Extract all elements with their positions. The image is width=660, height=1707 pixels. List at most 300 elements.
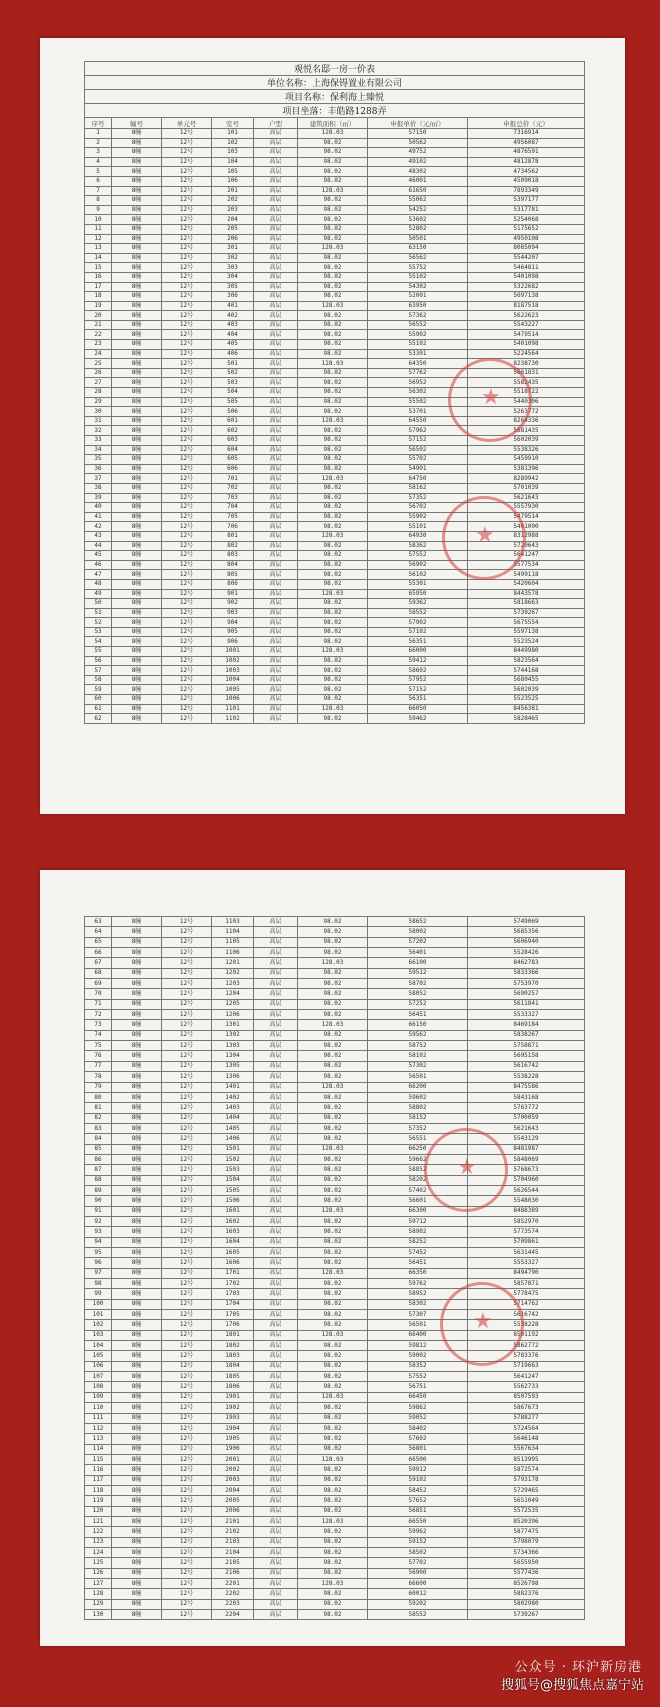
- cell-area: 98.02: [298, 426, 368, 436]
- cell-total-price: 5224564: [468, 349, 585, 359]
- cell-index: 117: [85, 1475, 112, 1485]
- cell-index: 33: [85, 436, 112, 446]
- cell-unit-price: 59202: [368, 1599, 468, 1609]
- cell-total-price: 5685356: [468, 927, 585, 937]
- cell-index: 32: [85, 426, 112, 436]
- cell-unit-price: 61650: [368, 186, 468, 196]
- cell-room: 1206: [212, 1010, 254, 1020]
- cell-total-price: 5828465: [468, 714, 585, 724]
- table-row: [85, 1485, 585, 1495]
- cell-total-price: 5606940: [468, 937, 585, 947]
- cell-total-price: 5401098: [468, 340, 585, 350]
- cell-unit: 12号: [162, 388, 212, 398]
- cell-type: 高层: [254, 1030, 298, 1040]
- cell-total-price: 5572535: [468, 1506, 585, 1516]
- cell-unit-price: 65950: [368, 589, 468, 599]
- cell-index: 37: [85, 474, 112, 484]
- cell-unit-price: 57307: [368, 1310, 468, 1320]
- cell-type: 高层: [254, 368, 298, 378]
- cell-room: 2002: [212, 1465, 254, 1475]
- cell-unit: 12号: [162, 1268, 212, 1278]
- cell-building: 8幢: [112, 1010, 162, 1020]
- table-row: [85, 493, 585, 503]
- cell-total-price: 5867673: [468, 1403, 585, 1413]
- cell-index: 84: [85, 1134, 112, 1144]
- cell-unit: 12号: [162, 493, 212, 503]
- cell-room: 2104: [212, 1547, 254, 1557]
- table-row: [85, 695, 585, 705]
- cell-unit-price: 55702: [368, 455, 468, 465]
- cell-type: 高层: [254, 666, 298, 676]
- table-row: [85, 685, 585, 695]
- cell-total-price: 5655950: [468, 1558, 585, 1568]
- cell-building: 8幢: [112, 1444, 162, 1454]
- cell-area: 98.02: [298, 989, 368, 999]
- cell-index: 95: [85, 1248, 112, 1258]
- cell-type: 高层: [254, 1279, 298, 1289]
- cell-type: 高层: [254, 464, 298, 474]
- cell-type: 高层: [254, 397, 298, 407]
- cell-unit: 12号: [162, 1082, 212, 1092]
- cell-room: 805: [212, 570, 254, 580]
- cell-index: 11: [85, 224, 112, 234]
- cell-unit-price: 56502: [368, 445, 468, 455]
- cell-room: 406: [212, 349, 254, 359]
- col-header-building: 幢号: [112, 118, 162, 129]
- cell-unit-price: 66050: [368, 704, 468, 714]
- cell-area: 98.02: [298, 1227, 368, 1237]
- cell-unit: 12号: [162, 999, 212, 1009]
- cell-building: 8幢: [112, 292, 162, 302]
- cell-index: 50: [85, 599, 112, 609]
- cell-unit: 12号: [162, 1547, 212, 1557]
- price-sheet-page-1: [40, 38, 625, 814]
- cell-room: 1702: [212, 1279, 254, 1289]
- cell-type: 高层: [254, 560, 298, 570]
- cell-type: 高层: [254, 627, 298, 637]
- cell-type: 高层: [254, 1072, 298, 1082]
- cell-unit-price: 55502: [368, 397, 468, 407]
- cell-building: 8幢: [112, 416, 162, 426]
- cell-unit-price: 56351: [368, 695, 468, 705]
- cell-room: 706: [212, 522, 254, 532]
- table-row: [85, 282, 585, 292]
- cell-building: 8幢: [112, 1423, 162, 1433]
- cell-room: 2106: [212, 1568, 254, 1578]
- cell-room: 704: [212, 503, 254, 513]
- cell-room: 806: [212, 579, 254, 589]
- cell-type: 高层: [254, 968, 298, 978]
- cell-index: 48: [85, 579, 112, 589]
- table-row: [85, 292, 585, 302]
- cell-unit: 12号: [162, 948, 212, 958]
- cell-total-price: 8501192: [468, 1330, 585, 1340]
- cell-building: 8幢: [112, 320, 162, 330]
- cell-room: 903: [212, 608, 254, 618]
- cell-total-price: 5499118: [468, 570, 585, 580]
- cell-building: 8幢: [112, 618, 162, 628]
- cell-total-price: 5097138: [468, 292, 585, 302]
- cell-type: 高层: [254, 1599, 298, 1609]
- table-row: [85, 1423, 585, 1433]
- cell-type: 高层: [254, 1341, 298, 1351]
- cell-type: 高层: [254, 1372, 298, 1382]
- table-row: [85, 167, 585, 177]
- cell-total-price: 8526798: [468, 1579, 585, 1589]
- cell-type: 高层: [254, 1061, 298, 1071]
- cell-unit: 12号: [162, 1206, 212, 1216]
- table-row: [85, 1165, 585, 1175]
- table-row: [85, 675, 585, 685]
- cell-area: 98.02: [298, 436, 368, 446]
- cell-total-price: 8494790: [468, 1268, 585, 1278]
- cell-area: 98.02: [298, 1568, 368, 1578]
- cell-room: 1602: [212, 1216, 254, 1226]
- cell-type: 高层: [254, 292, 298, 302]
- cell-area: 98.02: [298, 1113, 368, 1123]
- cell-area: 98.02: [298, 1496, 368, 1506]
- cell-type: 高层: [254, 579, 298, 589]
- cell-area: 128.03: [298, 1392, 368, 1402]
- cell-building: 8幢: [112, 1372, 162, 1382]
- cell-unit: 12号: [162, 1361, 212, 1371]
- cell-total-price: 8520396: [468, 1516, 585, 1526]
- cell-total-price: 5744168: [468, 666, 585, 676]
- cell-area: 98.02: [298, 1382, 368, 1392]
- cell-type: 高层: [254, 1103, 298, 1113]
- cell-unit: 12号: [162, 1434, 212, 1444]
- cell-type: 高层: [254, 637, 298, 647]
- cell-room: 604: [212, 445, 254, 455]
- cell-building: 8幢: [112, 272, 162, 282]
- cell-room: 506: [212, 407, 254, 417]
- cell-area: 98.02: [298, 1403, 368, 1413]
- cell-area: 98.02: [298, 656, 368, 666]
- cell-room: 1505: [212, 1185, 254, 1195]
- table-row: [85, 1268, 585, 1278]
- cell-area: 98.02: [298, 205, 368, 215]
- cell-unit: 12号: [162, 1610, 212, 1620]
- cell-type: 高层: [254, 1154, 298, 1164]
- wechat-account-label: 公众号 · 环沪新房港: [514, 1660, 642, 1675]
- cell-total-price: 7316914: [468, 129, 585, 139]
- cell-unit: 12号: [162, 599, 212, 609]
- cell-unit: 12号: [162, 1382, 212, 1392]
- cell-building: 8幢: [112, 340, 162, 350]
- table-row: [85, 937, 585, 947]
- cell-type: 高层: [254, 1320, 298, 1330]
- cell-building: 8幢: [112, 1216, 162, 1226]
- cell-total-price: 5528426: [468, 948, 585, 958]
- cell-index: 106: [85, 1361, 112, 1371]
- cell-total-price: 5553327: [468, 1258, 585, 1268]
- cell-total-price: 5714762: [468, 1299, 585, 1309]
- cell-unit-price: 59412: [368, 656, 468, 666]
- cell-unit-price: 64930: [368, 531, 468, 541]
- cell-total-price: 5577534: [468, 560, 585, 570]
- cell-unit-price: 58852: [368, 1165, 468, 1175]
- cell-unit-price: 59102: [368, 1475, 468, 1485]
- cell-type: 高层: [254, 695, 298, 705]
- cell-room: 101: [212, 129, 254, 139]
- cell-total-price: 5661831: [468, 368, 585, 378]
- cell-type: 高层: [254, 1413, 298, 1423]
- col-header-type: 户型: [254, 118, 298, 129]
- cell-building: 8幢: [112, 359, 162, 369]
- cell-unit-price: 66200: [368, 1082, 468, 1092]
- table-row: [85, 1279, 585, 1289]
- table-row: [85, 1113, 585, 1123]
- cell-area: 98.02: [298, 1185, 368, 1195]
- cell-unit-price: 57552: [368, 551, 468, 561]
- table-row: [85, 1496, 585, 1506]
- table-row: [85, 1216, 585, 1226]
- cell-total-price: 5838267: [468, 1030, 585, 1040]
- table-row: [85, 1206, 585, 1216]
- cell-building: 8幢: [112, 1506, 162, 1516]
- cell-building: 8幢: [112, 608, 162, 618]
- cell-total-price: 4876591: [468, 148, 585, 158]
- cell-unit-price: 58052: [368, 989, 468, 999]
- cell-building: 8幢: [112, 455, 162, 465]
- cell-room: 502: [212, 368, 254, 378]
- cell-type: 高层: [254, 589, 298, 599]
- cell-unit: 12号: [162, 1320, 212, 1330]
- table-row: [85, 704, 585, 714]
- table-row: [85, 979, 585, 989]
- cell-building: 8幢: [112, 1030, 162, 1040]
- cell-total-price: 8481987: [468, 1144, 585, 1154]
- table-row: [85, 1227, 585, 1237]
- table-row: [85, 1134, 585, 1144]
- cell-type: 高层: [254, 1041, 298, 1051]
- cell-total-price: 5616742: [468, 1310, 585, 1320]
- cell-building: 8幢: [112, 483, 162, 493]
- cell-building: 8幢: [112, 196, 162, 206]
- cell-type: 高层: [254, 1206, 298, 1216]
- table-row: [85, 157, 585, 167]
- cell-room: 203: [212, 205, 254, 215]
- cell-unit: 12号: [162, 436, 212, 446]
- cell-unit: 12号: [162, 368, 212, 378]
- cell-room: 1604: [212, 1237, 254, 1247]
- cell-area: 98.02: [298, 948, 368, 958]
- cell-total-price: 4734562: [468, 167, 585, 177]
- table-row: [85, 666, 585, 676]
- cell-type: 高层: [254, 958, 298, 968]
- cell-total-price: 8475586: [468, 1082, 585, 1092]
- cell-unit: 12号: [162, 656, 212, 666]
- cell-area: 98.02: [298, 675, 368, 685]
- cell-unit: 12号: [162, 330, 212, 340]
- cell-index: 125: [85, 1558, 112, 1568]
- table-row: [85, 1123, 585, 1133]
- cell-total-price: 5758871: [468, 1041, 585, 1051]
- cell-type: 高层: [254, 493, 298, 503]
- cell-room: 505: [212, 397, 254, 407]
- cell-index: 9: [85, 205, 112, 215]
- cell-unit: 12号: [162, 1072, 212, 1082]
- cell-room: 1104: [212, 927, 254, 937]
- cell-building: 8幢: [112, 1061, 162, 1071]
- cell-area: 98.02: [298, 1413, 368, 1423]
- cell-unit-price: 55101: [368, 522, 468, 532]
- table-row: [85, 455, 585, 465]
- cell-total-price: 5641247: [468, 551, 585, 561]
- cell-area: 98.02: [298, 1527, 368, 1537]
- table-row: [85, 464, 585, 474]
- cell-total-price: 5709861: [468, 1237, 585, 1247]
- cell-type: 高层: [254, 1196, 298, 1206]
- cell-unit-price: 56102: [368, 570, 468, 580]
- cell-index: 119: [85, 1496, 112, 1506]
- cell-total-price: 8289942: [468, 474, 585, 484]
- cell-building: 8幢: [112, 637, 162, 647]
- cell-index: 70: [85, 989, 112, 999]
- cell-total-price: 5778475: [468, 1289, 585, 1299]
- cell-index: 103: [85, 1330, 112, 1340]
- cell-unit: 12号: [162, 637, 212, 647]
- cell-total-price: 5602039: [468, 685, 585, 695]
- cell-type: 高层: [254, 445, 298, 455]
- cell-building: 8幢: [112, 512, 162, 522]
- cell-type: 高层: [254, 157, 298, 167]
- cell-unit: 12号: [162, 1010, 212, 1020]
- cell-area: 98.02: [298, 666, 368, 676]
- cell-type: 高层: [254, 1237, 298, 1247]
- cell-total-price: 5763772: [468, 1103, 585, 1113]
- cell-room: 701: [212, 474, 254, 484]
- cell-unit-price: 58352: [368, 1361, 468, 1371]
- cell-area: 98.02: [298, 1299, 368, 1309]
- cell-unit: 12号: [162, 157, 212, 167]
- cell-total-price: 5602039: [468, 436, 585, 446]
- cell-index: 85: [85, 1144, 112, 1154]
- cell-area: 98.02: [298, 493, 368, 503]
- cell-room: 1201: [212, 958, 254, 968]
- table-row: [85, 1361, 585, 1371]
- cell-total-price: 5479514: [468, 512, 585, 522]
- cell-building: 8幢: [112, 1268, 162, 1278]
- cell-unit: 12号: [162, 474, 212, 484]
- cell-unit: 12号: [162, 1041, 212, 1051]
- cell-type: 高层: [254, 1351, 298, 1361]
- cell-type: 高层: [254, 647, 298, 657]
- cell-index: 83: [85, 1123, 112, 1133]
- table-row: [85, 1547, 585, 1557]
- cell-room: 1006: [212, 695, 254, 705]
- cell-type: 高层: [254, 1454, 298, 1464]
- cell-area: 98.02: [298, 1434, 368, 1444]
- cell-room: 1003: [212, 666, 254, 676]
- cell-room: 904: [212, 618, 254, 628]
- cell-index: 40: [85, 503, 112, 513]
- cell-index: 111: [85, 1413, 112, 1423]
- cell-unit: 12号: [162, 1527, 212, 1537]
- cell-total-price: 4509018: [468, 176, 585, 186]
- table-row: [85, 647, 585, 657]
- table-row: [85, 1434, 585, 1444]
- cell-room: 204: [212, 215, 254, 225]
- cell-unit-price: 58802: [368, 1103, 468, 1113]
- cell-index: 51: [85, 608, 112, 618]
- cell-unit-price: 58902: [368, 1227, 468, 1237]
- cell-unit-price: 55102: [368, 340, 468, 350]
- cell-unit: 12号: [162, 263, 212, 273]
- cell-unit-price: 56451: [368, 1258, 468, 1268]
- cell-area: 98.02: [298, 320, 368, 330]
- cell-unit: 12号: [162, 464, 212, 474]
- cell-total-price: 5833366: [468, 968, 585, 978]
- cell-type: 高层: [254, 378, 298, 388]
- cell-total-price: 5175652: [468, 224, 585, 234]
- cell-area: 98.02: [298, 541, 368, 551]
- table-row: [85, 1144, 585, 1154]
- table-row: [85, 599, 585, 609]
- cell-unit-price: 57552: [368, 1372, 468, 1382]
- cell-unit: 12号: [162, 359, 212, 369]
- cell-unit: 12号: [162, 1403, 212, 1413]
- cell-total-price: 4956087: [468, 138, 585, 148]
- cell-index: 69: [85, 979, 112, 989]
- cell-total-price: 8312988: [468, 531, 585, 541]
- cell-room: 1606: [212, 1258, 254, 1268]
- cell-type: 高层: [254, 129, 298, 139]
- table-row: [85, 618, 585, 628]
- cell-unit: 12号: [162, 647, 212, 657]
- cell-type: 高层: [254, 685, 298, 695]
- cell-area: 98.02: [298, 1196, 368, 1206]
- cell-unit-price: 59912: [368, 1465, 468, 1475]
- cell-unit: 12号: [162, 1454, 212, 1464]
- table-row: [85, 1092, 585, 1102]
- cell-total-price: 8462783: [468, 958, 585, 968]
- cell-index: 42: [85, 522, 112, 532]
- cell-area: 98.02: [298, 979, 368, 989]
- table-body-2: [85, 917, 585, 1620]
- cell-building: 8幢: [112, 378, 162, 388]
- cell-index: 77: [85, 1061, 112, 1071]
- cell-area: 98.02: [298, 1558, 368, 1568]
- cell-unit: 12号: [162, 979, 212, 989]
- cell-index: 72: [85, 1010, 112, 1020]
- cell-area: 98.02: [298, 148, 368, 158]
- cell-index: 124: [85, 1547, 112, 1557]
- cell-area: 128.03: [298, 359, 368, 369]
- cell-area: 98.02: [298, 1279, 368, 1289]
- cell-unit-price: 59152: [368, 1537, 468, 1547]
- table-row: [85, 656, 585, 666]
- cell-building: 8幢: [112, 1227, 162, 1237]
- cell-building: 8幢: [112, 647, 162, 657]
- cell-index: 60: [85, 695, 112, 705]
- cell-unit: 12号: [162, 1196, 212, 1206]
- cell-unit: 12号: [162, 1113, 212, 1123]
- col-header-room: 室号: [212, 118, 254, 129]
- cell-unit-price: 64550: [368, 416, 468, 426]
- cell-room: 201: [212, 186, 254, 196]
- cell-type: 高层: [254, 1248, 298, 1258]
- cell-room: 1502: [212, 1154, 254, 1164]
- cell-index: 27: [85, 378, 112, 388]
- cell-building: 8幢: [112, 1361, 162, 1371]
- cell-total-price: 5862772: [468, 1341, 585, 1351]
- cell-unit: 12号: [162, 1237, 212, 1247]
- cell-room: 205: [212, 224, 254, 234]
- cell-building: 8幢: [112, 1092, 162, 1102]
- cell-area: 128.03: [298, 416, 368, 426]
- cell-unit: 12号: [162, 1279, 212, 1289]
